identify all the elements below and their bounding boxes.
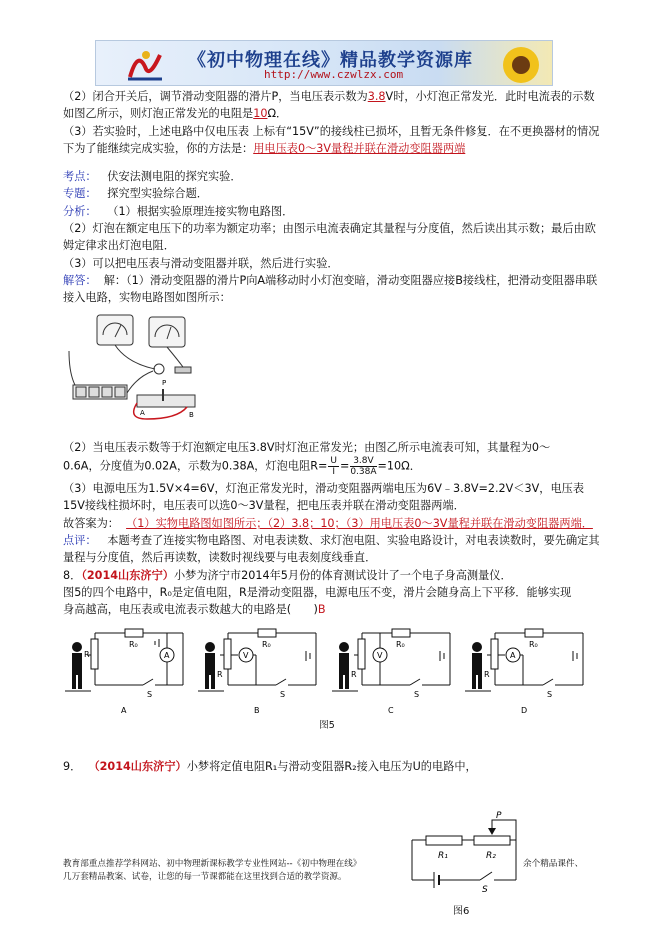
svg-text:R: R	[217, 669, 223, 679]
svg-text:P: P	[162, 378, 167, 387]
option-label-a: A	[121, 705, 127, 715]
option-label-d: D	[520, 705, 528, 715]
answer-voltage: 3.8	[367, 90, 386, 103]
footer	[63, 858, 418, 884]
zhuanti: 专题： 探究型实验综合题．	[63, 187, 208, 201]
fig6-p-label: P	[496, 811, 502, 821]
option-label-b: B	[254, 705, 260, 715]
q9-line1: 9． （2014山东济宁）小梦将定值电阻R₁与滑动变阻器R₂接入电压为U的电路中，	[63, 759, 477, 773]
meter-c: V	[376, 650, 383, 660]
circuit-option-c	[330, 625, 458, 717]
figure5-circuits	[63, 625, 591, 717]
r-label: R	[84, 649, 90, 659]
svg-text:R: R	[350, 669, 357, 679]
jieda-2b: 0.6A，分度值为0.02A，示数为0.38A，灯泡电阻R= $\frac{U}{I}$ = $\frac{3.8V}{0.38A}$ =10Ω．	[63, 456, 421, 478]
figure6-caption: 图6	[453, 906, 470, 917]
svg-text:R₀: R₀	[528, 639, 538, 649]
jieda-3: （3）电源电压为1.5V×4=6V，灯泡正常发光时，滑动变阻器两端电压为6V﹣3.8V=2.2V＜3V，电压表15V接线柱损坏时，电压表可以选0～3V量程，把电压表并联在滑动变阻器两端．	[63, 482, 585, 513]
header-title: 《初中物理在线》精品教学资源库	[188, 50, 473, 71]
page-content	[63, 88, 603, 775]
jieda-2: （2）当电压表示数等于灯泡额定电压3.8V时灯泡正常发光；由图乙所示电流表可知，其量程为0～	[63, 440, 551, 454]
circuit-option-a	[63, 625, 191, 717]
svg-text:R₀: R₀	[395, 639, 405, 649]
switch-label: S	[147, 689, 153, 699]
svg-text:A: A	[140, 408, 145, 417]
fenxi-3: （3）可以把电压表与滑动变阻器并联，然后进行实验．	[63, 256, 339, 270]
fenxi-2: （2）灯泡在额定电压下的功率为额定功率；由图示电流表确定其量程与分度值，然后读出其示数；最后由欧姆定律求出灯泡电阻．	[63, 222, 596, 253]
q7-part3: （3）若实验时，上述电路中仅电压表 上标有“15V”的接线柱已损坏，且暂无条件修复．在不更换器材的情况下为了能继续完成实验，你的方法是：用电压表0～3V量程并联在滑动变阻器两端	[63, 124, 600, 155]
footer-line1: 教育部重点推荐学科网站、初中物理新课标教学专业性网站--《初中物理在线》	[63, 859, 362, 869]
svg-text:S: S	[413, 689, 419, 699]
q8-line3: 身高越高，电压表或电流表示数越大的电路是( )B	[63, 603, 326, 617]
footer-line1-tail: 余个精品课件、	[523, 859, 584, 869]
guda: 故答案为： （1）实物电路图如图所示；（2）3.8；10；（3）用电压表0～3V量程并联在滑动变阻器两端．	[63, 516, 593, 530]
svg-text:B: B	[189, 410, 194, 419]
answer-method: 用电压表0～3V量程并联在滑动变阻器两端	[253, 141, 466, 155]
option-label-c: C	[387, 705, 394, 715]
svg-text:R: R	[483, 669, 490, 679]
footer-line2: 几万套精品教案、试卷，让您的每一节课都能在这里找到合适的教学资源。	[63, 872, 347, 882]
header-url: http://www.czwlzx.com	[264, 68, 404, 81]
dianping: 点评： 本题考查了连接实物电路图、对电表读数、求灯泡电阻、实验电路设计，对电表读数时，要先确定其量程与分度值，然后再读数，读数时视线要与电表刻度线垂直．	[63, 534, 600, 565]
figure5-caption: 图5	[319, 719, 335, 731]
fig6-r1-label: R₁	[438, 851, 448, 861]
answer-resistance: 10	[253, 107, 268, 121]
svg-text:S: S	[546, 689, 553, 699]
q8-line2: 图5的四个电路中，R₀是定值电阻，R是滑动变阻器，电源电压不变，滑片会随身高上下平移．能够实现	[63, 585, 572, 599]
meter-b: V	[243, 650, 249, 660]
sunflower-icon	[500, 44, 542, 86]
logo-icon	[126, 47, 164, 81]
fig6-s-label: S	[482, 885, 488, 893]
fig6-r2-label: R₂	[486, 851, 496, 861]
physical-circuit-figure	[67, 313, 212, 428]
fenxi: 分析： （1）根据实验原理连接实物电路图．	[63, 204, 294, 218]
svg-text:S: S	[280, 689, 286, 699]
circuit-option-d	[463, 625, 591, 717]
svg-text:R₀: R₀	[262, 639, 272, 649]
figure6-circuit	[410, 808, 520, 893]
kaodian: 考点： 伏安法测电阻的探究实验．	[63, 170, 242, 184]
meter-d: A	[509, 650, 516, 660]
q8-answer: B	[317, 603, 326, 617]
header-banner	[95, 40, 553, 86]
q8-line1: 8．（2014山东济宁）小梦为济宁市2014年5月份的体育测试设计了一个电子身高测量仪．	[63, 568, 512, 582]
jieda: 解答： 解：（1）滑动变阻器的滑片P向A端移动时小灯泡变暗，滑动变阻器应接B接线柱，把滑动变阻器串联接入电路，实物电路图如图所示：	[63, 273, 598, 305]
circuit-option-b	[196, 625, 324, 717]
q7-part2: （2）闭合开关后，调节滑动变阻器的滑片P，当电压表示数为3.8V时，小灯泡正常发光．此时电流表的示数如图乙所示，则灯泡正常发光的电阻是10Ω．	[63, 90, 595, 121]
meter-a: A	[164, 650, 170, 660]
r0-label: R₀	[129, 639, 138, 649]
